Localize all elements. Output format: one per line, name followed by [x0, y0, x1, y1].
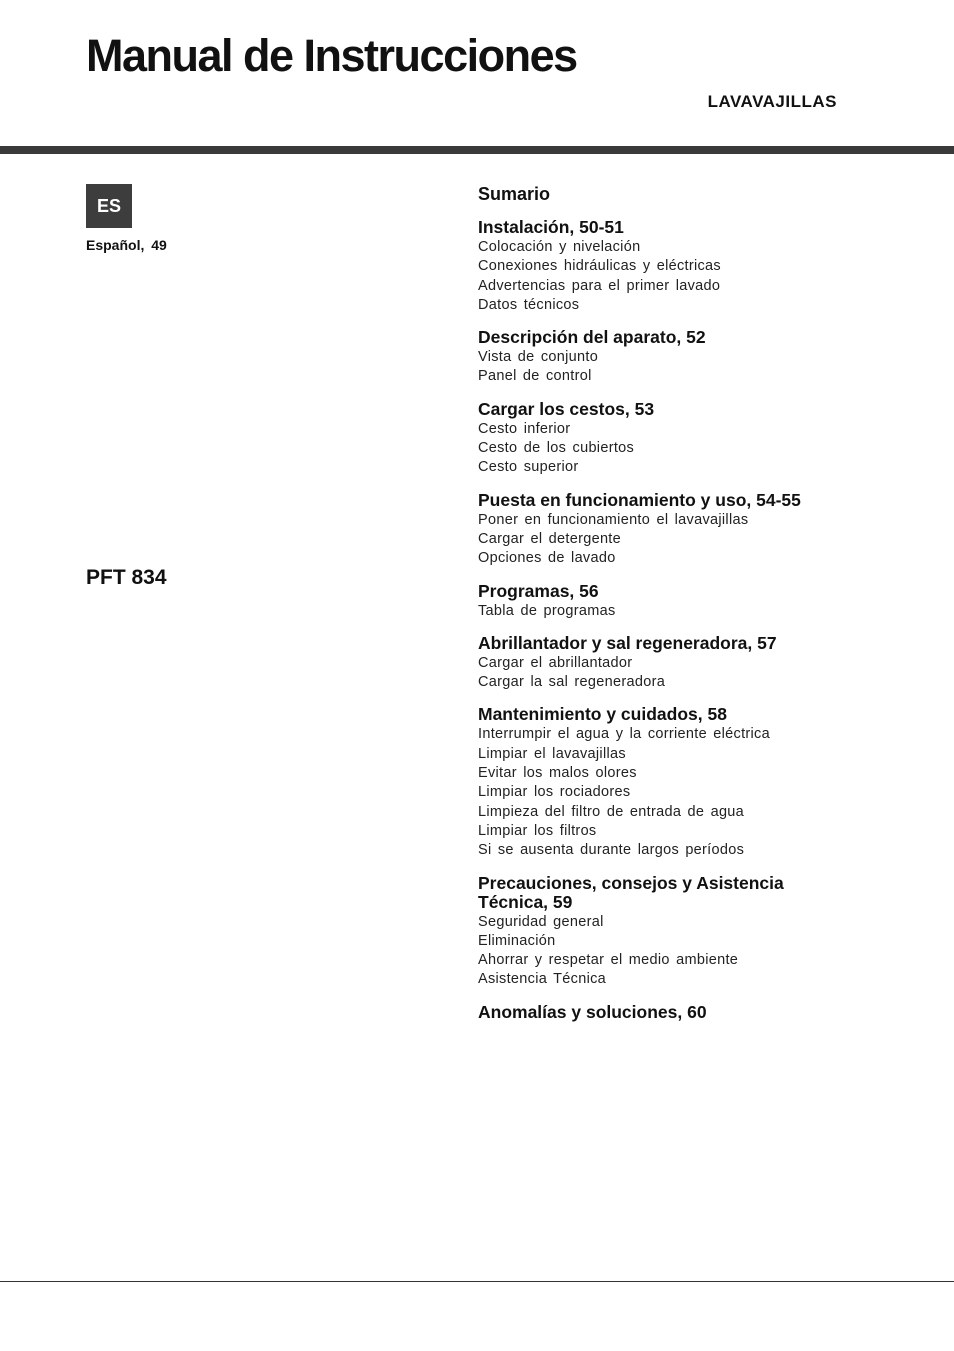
toc-section-item: Poner en funcionamiento el lavavajillas [478, 511, 749, 528]
toc-section-item: Colocación y nivelación [478, 239, 641, 255]
toc-section-item: Opciones de lavado [478, 550, 616, 567]
toc-section-title: Descripción del aparato, 52 [478, 327, 706, 348]
toc-section [478, 400, 858, 478]
toc-heading: Sumario [478, 184, 551, 204]
toc-section-item: Limpiar el lavavajillas [478, 745, 626, 762]
toc-section-item: Ahorrar y respetar el medio ambiente [478, 952, 739, 969]
toc-section [478, 705, 858, 860]
table-of-contents [478, 182, 858, 1035]
toc-section-title: Abrillantador y sal regeneradora, 57 [478, 632, 777, 653]
toc-section-item: Interrumpir el agua y la corriente eléctrica [478, 726, 770, 743]
toc-section-item: Conexiones hidráulicas y eléctricas [478, 258, 721, 275]
toc-section-title: Puesta en funcionamiento y uso, 54-55 [478, 489, 801, 510]
toc-sections [478, 218, 858, 1022]
toc-section-title: Anomalías y soluciones, 60 [478, 1001, 707, 1022]
toc-section-item: Cargar la sal regeneradora [478, 674, 666, 691]
toc-section-item: Limpiar los rociadores [478, 784, 631, 801]
toc-section [478, 634, 858, 693]
toc-section-item: Panel de control [478, 368, 592, 385]
toc-section-item: Cesto de los cubiertos [478, 440, 635, 457]
toc-section-item: Eliminación [478, 932, 556, 949]
toc-section [478, 328, 858, 387]
toc-section [478, 1003, 858, 1022]
language-badge: ES [86, 184, 132, 228]
toc-section-item: Tabla de programas [478, 602, 616, 619]
toc-section-item: Asistencia Técnica [478, 971, 607, 988]
footer-divider [0, 1281, 954, 1282]
toc-section [478, 874, 858, 990]
toc-section-title: Cargar los cestos, 53 [478, 398, 655, 419]
toc-section-item: Si se ausenta durante largos períodos [478, 842, 745, 859]
toc-section-item: Advertencias para el primer lavado [478, 277, 721, 294]
toc-section-title: Precauciones, consejos y Asistencia Técnica, 59 [478, 872, 784, 912]
toc-section-item: Vista de conjunto [478, 349, 599, 366]
model-number: PFT 834 [86, 566, 167, 589]
toc-section-title: Mantenimiento y cuidados, 58 [478, 704, 727, 725]
toc-section-item: Seguridad general [478, 913, 604, 930]
toc-section-item: Limpiar los filtros [478, 822, 597, 839]
toc-section-item: Evitar los malos olores [478, 765, 637, 782]
header-divider [0, 146, 954, 154]
toc-section-item: Cargar el abrillantador [478, 654, 633, 671]
toc-section-title: Programas, 56 [478, 580, 599, 601]
toc-section-item: Limpieza del filtro de entrada de agua [478, 803, 745, 820]
toc-section [478, 491, 858, 569]
toc-section [478, 582, 858, 621]
toc-section-item: Cesto superior [478, 459, 579, 476]
toc-section-item: Cesto inferior [478, 420, 571, 437]
toc-section-title: Instalación, 50-51 [478, 217, 624, 237]
toc-section-item: Cargar el detergente [478, 530, 621, 547]
language-page-reference: Español, 49 [86, 237, 167, 253]
product-type: LAVAVAJILLAS [707, 92, 837, 111]
toc-section [478, 218, 858, 315]
toc-section-item: Datos técnicos [478, 296, 580, 313]
page-title: Manual de Instrucciones [86, 30, 577, 81]
